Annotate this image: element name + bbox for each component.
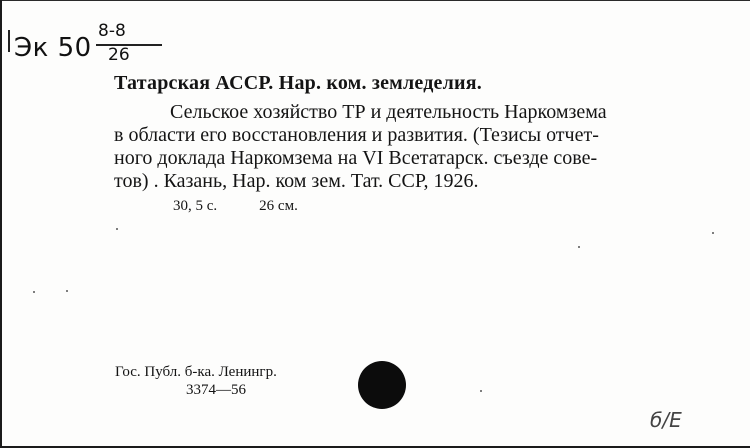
speck: [712, 232, 714, 234]
collation-size: 26 см.: [259, 198, 298, 214]
speck: [66, 290, 68, 292]
speck: [480, 390, 482, 392]
card-left-edge: [0, 0, 2, 448]
call-number-denominator: 26: [108, 45, 130, 65]
description-line: тов) . Казань, Нар. ком зем. Тат. ССР, 1926.: [114, 170, 479, 192]
speck: [578, 246, 580, 248]
margin-note: б/Е: [650, 408, 682, 432]
card-top-edge: [0, 0, 750, 1]
speck: [116, 228, 118, 230]
collation: [173, 198, 298, 215]
call-number-main: Эк 50: [14, 33, 92, 63]
punch-hole: [358, 361, 406, 409]
margin-mark: [8, 30, 10, 52]
library-stamp-line2: 3374—56: [186, 382, 246, 398]
description-line: Сельское хозяйство ТР и деятельность Наркомзема: [170, 101, 607, 123]
collation-pages: 30, 5 с.: [173, 198, 218, 214]
description-line: ного доклада Наркомзема на VI Всетатарск. съезде сове-: [114, 147, 598, 169]
call-number-numerator: 8-8: [98, 21, 126, 41]
speck: [33, 291, 35, 293]
library-stamp-line1: Гос. Публ. б-ка. Ленингр.: [115, 364, 277, 380]
card-heading: Татарская АССР. Нар. ком. земледелия.: [114, 72, 482, 94]
description-line: в области его восстановления и развития. (Тезисы отчет-: [114, 124, 599, 146]
